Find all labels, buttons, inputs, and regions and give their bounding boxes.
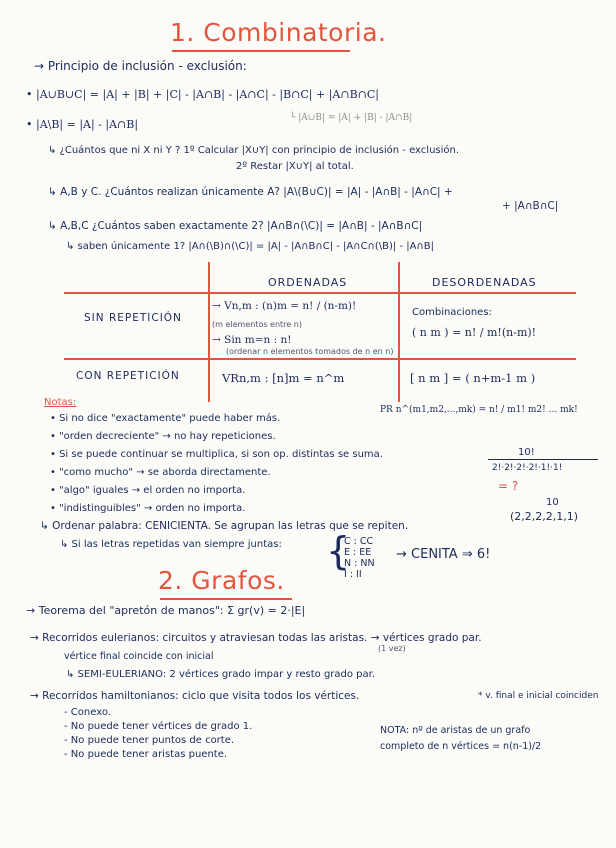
question-exactly-two: ↳ A,B,C ¿Cuántos saben exactamente 2? |A∩B∩(\C)| = |A∩B| - |A∩B∩C|: [48, 220, 423, 232]
table-vline-2: [398, 262, 400, 402]
group-e: E : EE: [344, 547, 372, 558]
cell-combinations-repetition: [ n m ] = ( n+m-1 m ): [410, 371, 536, 385]
group-c: C : CC: [344, 536, 374, 547]
bullet-bridges: - No puede tener aristas puente.: [64, 749, 228, 760]
section-2-underline: [160, 598, 292, 600]
question-mark: = ?: [498, 479, 519, 493]
note-grouped-letters: ↳ Si las letras repetidas van siempre juntas:: [60, 539, 282, 550]
cell-permutations-note: (ordenar n elementos tomados de n en n): [226, 347, 394, 356]
bullet-cut-points: - No puede tener puntos de corte.: [64, 735, 235, 746]
question-neither: ↳ ¿Cuántos que ni X ni Y ? 1º Calcular |X∪Y| con principio de inclusión - exclusión.: [48, 145, 460, 156]
row-with-repetition: CON REPETICIÓN: [76, 370, 180, 382]
frac-2-top: 10: [546, 497, 559, 508]
eulerian-final-vertex: vértice final coincide con inicial: [64, 651, 214, 662]
formula-union-three: • |A∪B∪C| = |A| + |B| + |C| - |A∩B| - |A∩C| - |B∩C| + |A∩B∩C|: [26, 88, 379, 101]
note-4: • "como mucho" → se aborda directamente.: [50, 467, 271, 478]
handshake-theorem: → Teorema del "apretón de manos": Σ gr(v) = 2·|E|: [26, 604, 306, 617]
col-unordered: DESORDENADAS: [432, 276, 537, 289]
group-brace: {: [326, 529, 351, 573]
question-only-a-cont: + |A∩B∩C|: [502, 200, 559, 212]
notes-heading: Notas:: [44, 397, 77, 408]
formula-union-two: └ |A∪B| = |A| + |B| - |A∩B|: [290, 113, 413, 123]
cell-permutations: → Sin m=n : n!: [212, 334, 292, 346]
note-6: • "indistinguibles" → orden no importa.: [50, 503, 246, 514]
note-1: • Si no dice "exactamente" puede haber más.: [50, 413, 281, 424]
formula-difference: • |A\B| = |A| - |A∩B|: [26, 118, 139, 131]
inclusion-exclusion-heading: → Principio de inclusión - exclusión:: [34, 59, 247, 73]
cell-combinations-label: Combinaciones:: [412, 307, 492, 318]
table-vline-1: [208, 262, 210, 402]
section-2-title: 2. Grafos.: [158, 566, 285, 595]
frac-1-numerator: 10!: [518, 447, 535, 458]
semi-eulerian: ↳ SEMI-EULERIANO: 2 vértices grado impar y resto grado par.: [66, 669, 376, 680]
cenita-result: → CENITA ⇒ 6!: [396, 547, 491, 562]
question-only-one: ↳ saben únicamente 1? |A∩(\B)∩(\C)| = |A| - |A∩B∩C| - |A∩C∩(\B)| - |A∩B|: [66, 241, 434, 252]
group-n: N : NN: [344, 558, 375, 569]
note-5: • "algo" iguales → el orden no importa.: [50, 485, 246, 496]
complete-graph-note-2: completo de n vértices = n(n-1)/2: [380, 741, 542, 752]
cell-variations: → Vn,m : (n)m = n! / (n-m)!: [212, 300, 357, 312]
title-underline: [172, 50, 350, 52]
cell-variations-repetition: VRn,m : [n]m = n^m: [222, 371, 345, 385]
row-no-repetition: SIN REPETICIÓN: [84, 312, 182, 324]
bullet-degree-1: - No puede tener vértices de grado 1.: [64, 721, 253, 732]
bullet-connected: - Conexo.: [64, 707, 111, 718]
col-ordered: ORDENADAS: [268, 276, 348, 289]
cell-permutations-repetition: PR n^(m1,m2,...,mk) = n! / m1! m2! ... mk!: [380, 405, 578, 415]
note-order-word: ↳ Ordenar palabra: CENICIENTA. Se agrupan las letras que se repiten.: [40, 520, 409, 532]
cell-variations-note: (m elementos entre n): [212, 320, 302, 329]
frac-2-bottom: (2,2,2,2,1,1): [510, 510, 579, 523]
note-3: • Si se puede continuar se multiplica, si son op. distintas se suma.: [50, 449, 383, 460]
table-hline-2: [64, 358, 576, 360]
question-neither-step2: 2º Restar |X∪Y| al total.: [236, 161, 354, 172]
frac-1-bar: [488, 459, 598, 460]
frac-1-denominator: 2!·2!·2!·2!·1!·1!: [492, 463, 563, 473]
note-2: • "orden decreciente" → no hay repeticiones.: [50, 431, 276, 442]
section-1-title: 1. Combinatoria.: [170, 18, 387, 47]
eulerian-once: (1 vez): [378, 644, 406, 653]
table-hline-1: [64, 292, 576, 294]
hamiltonian-note: * v. final e inicial coinciden: [478, 691, 599, 701]
hamiltonian-paths: → Recorridos hamiltonianos: ciclo que visita todos los vértices.: [30, 690, 360, 702]
question-only-a: ↳ A,B y C. ¿Cuántos realizan únicamente A? |A\(B∪C)| = |A| - |A∩B| - |A∩C| +: [48, 186, 453, 198]
eulerian-paths: → Recorridos eulerianos: circuitos y atraviesan todas las aristas. → vértices grado par.: [30, 632, 482, 644]
complete-graph-note: NOTA: nº de aristas de un grafo: [380, 725, 531, 736]
cell-combinations-formula: ( n m ) = n! / m!(n-m)!: [412, 326, 537, 339]
group-i: I : II: [344, 569, 362, 580]
